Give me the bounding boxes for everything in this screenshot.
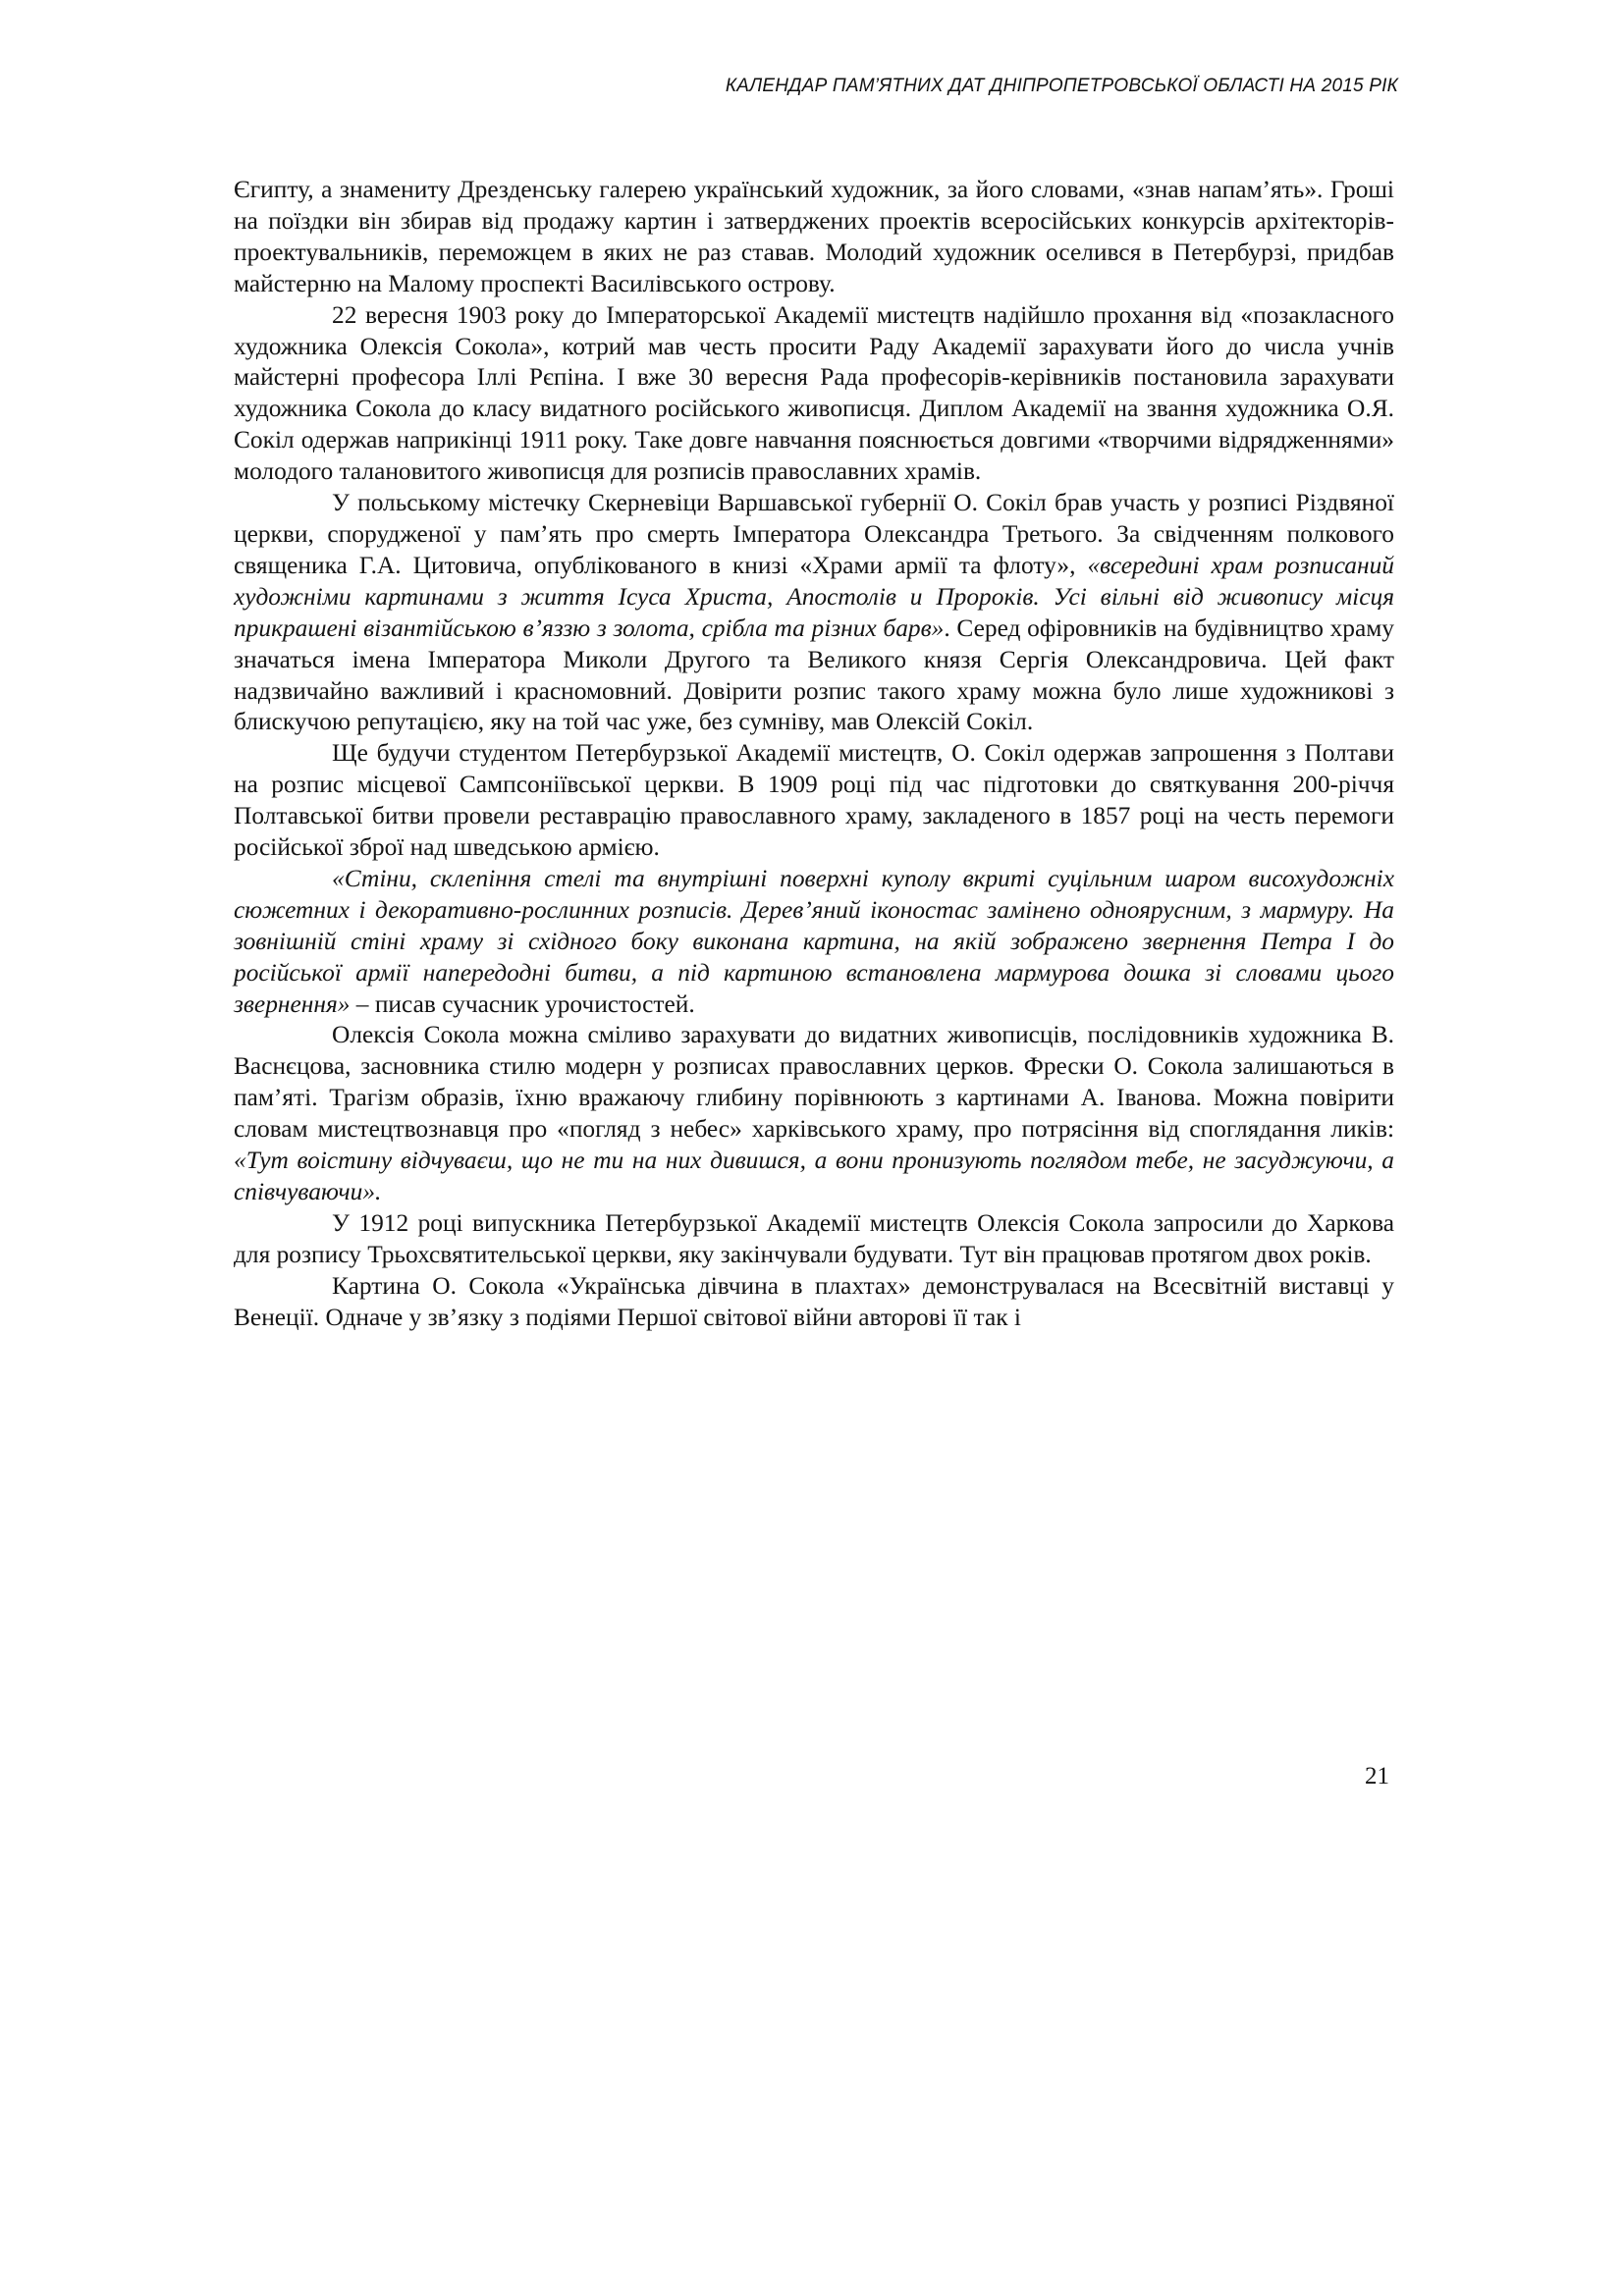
paragraph-7 (234, 1208, 1394, 1271)
text-segment: Ще будучи студентом Петербурзької Академії мистецтв, О. Сокіл одержав запрошення з Полтави на розпис місцевої Сампсоніївської церкви. В 1909 році під час підготовки до святкування 200-річчя Полтавської битви провели реставрацію православного храму, закладеного в 1857 році на честь перемоги російської зброї над шведською армією. (234, 739, 1394, 862)
body-text (234, 175, 1394, 1334)
text-segment: 22 вересня 1903 року до Імператорської Академії мистецтв надійшло прохання від «позакласного художника Олексія Сокола», котрий мав честь просити Раду Академії зарахувати його до числа учнів майстерні професора Іллі Рєпіна. І вже 30 вересня Рада професорів-керівників постановила зарахувати художника Сокола до класу видатного російського живописця. Диплом Академії на звання художника О.Я. Сокіл одержав наприкінці 1911 року. Таке довге навчання пояснюється довгими «творчими відрядженнями» молодого талановитого живописця для розписів православних храмів. (234, 300, 1394, 486)
running-header: КАЛЕНДАР ПАМ’ЯТНИХ ДАТ ДНІПРОПЕТРОВСЬКОЇ ОБЛАСТІ НА 2015 РІК (725, 76, 1398, 96)
paragraph-1 (234, 175, 1394, 300)
quote-segment: «всередині храм розписаний художніми картинами з життя Ісуса Христа, Апостолів и Пророків. Усі вільні від живопису місця прикрашені візантійською в’яззю з золота, срібла та різних барв» (234, 551, 1394, 642)
text-segment: У польському містечку Скерневіци Варшавської губернії О. Сокіл брав участь у розписі Різдвяної церкви, спорудженої у пам’ять про смерть Імператора Олександра Третього. За свідченням полкового священика Г.А. Цитовича, опублікованого в книзі «Храми армії та флоту», (234, 489, 1394, 579)
text-segment: . Серед офіровників на будівництво храму значаться імена Імператора Миколи Другого та Великого князя Сергія Олександровича. Цей факт надзвичайно важливий і красномовний. Довірити розпис такого храму можна було лише художникові з блискучою репутацією, яку на той час уже, без сумніву, мав Олексій Сокіл. (234, 614, 1395, 736)
paragraph-6 (234, 1020, 1394, 1207)
paragraph-4 (234, 738, 1394, 864)
paragraph-2 (234, 300, 1394, 488)
paragraph-5 (234, 864, 1394, 1021)
text-segment: У 1912 році випускника Петербурзької Академії мистецтв Олексія Сокола запросили до Харкова для розпису Трьохсвятительської церкви, яку закінчували будувати. Тут він працював протягом двох років. (234, 1208, 1394, 1268)
text-segment: Єгипту, а знамениту Дрезденську галерею український художник, за його словами, «знав напам’ять». Гроші на поїздки він збирав від продажу картин і затверджених проектів всеросійських конкурсів архітекторів-проектувальників, переможцем в яких не раз ставав. Молодий художник оселився в Петербурзі, придбав майстерню на Малому проспекті Василівського острову. (234, 176, 1394, 297)
page-number: 21 (1365, 1763, 1389, 1789)
text-segment: Олексія Сокола можна сміливо зарахувати до видатних живописців, послідовників художника В. Васнєцова, засновника стилю модерн у розписах православних церков. Фрески О. Сокола залишаються в пам’яті. Трагізм образів, їхню вражаючу глибину порівнюють з картинами А. Іванова. Можна повірити словам мистецтвознавця про «погляд з небес» харківського храму, про потрясіння від споглядання ликів: (234, 1021, 1394, 1144)
text-segment: – писав сучасник урочистостей. (350, 989, 695, 1018)
paragraph-3 (234, 488, 1394, 738)
paragraph-8 (234, 1271, 1394, 1334)
quote-segment: «Тут воістину відчуваєш, що не ти на них дивишся, а вони пронизують поглядом тебе, не засуджуючи, а співчуваючи». (234, 1147, 1394, 1205)
quote-segment: «Стіни, склепіння стелі та внутрішні поверхні куполу вкриті суцільним шаром висохудожніх сюжетних і декоративно-рослинних розписів. Дерев’яний іконостас замінено одноярусним, з мармуру. На зовнішній стіні храму зі східного боку виконана картина, на якій зображено звернення Петра І до російської армії напередодні битви, а під картиною встановлена мармурова дошка зі словами цього звернення» (234, 864, 1394, 1018)
text-segment: Картина О. Сокола «Українська дівчина в плахтах» демонструвалася на Всесвітній виставці у Венеції. Одначе у зв’язку з подіями Першої світової війни авторові її так і (234, 1271, 1394, 1331)
